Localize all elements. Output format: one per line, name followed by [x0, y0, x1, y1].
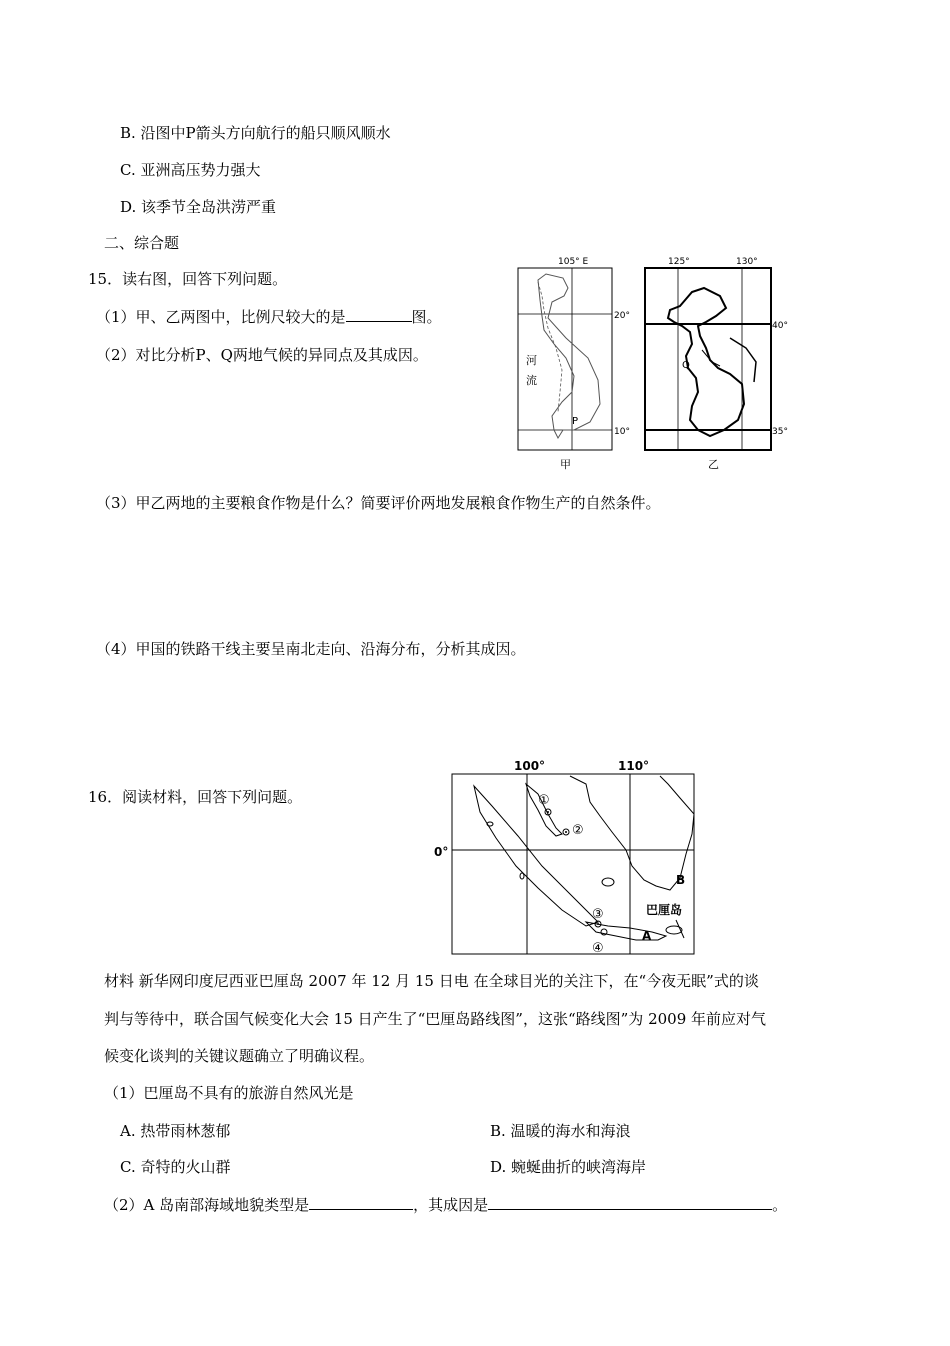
map16-marker-2: ② [572, 823, 584, 838]
option-c: C. 亚洲高压势力强大 [120, 161, 261, 179]
map-jia-lat20: 20° [614, 311, 630, 321]
map-jia-river2: 流 [526, 374, 537, 387]
map-yi [640, 252, 790, 474]
section-title: 二、综合题 [104, 234, 180, 252]
map-yi-caption: 乙 [708, 458, 719, 471]
map-jia-river1: 河 [526, 354, 537, 367]
map-jia-point-p: P [572, 416, 579, 427]
q16-option-b: B. 温暖的海水和海浪 [490, 1122, 631, 1140]
q15-part2: （2）对比分析P、Q两地气候的异同点及其成因。 [96, 346, 428, 364]
q15-stem: 15．读右图，回答下列问题。 [88, 270, 288, 288]
option-d: D. 该季节全岛洪涝严重 [120, 198, 277, 216]
q16-option-d: D. 蜿蜒曲折的峡湾海岸 [490, 1158, 647, 1176]
q16-option-a: A. 热带雨林葱郁 [120, 1122, 231, 1140]
map16-marker-4: ④ [592, 941, 604, 956]
map-yi-lat40: 40° [772, 321, 788, 331]
map-yi-lon130: 130° [736, 257, 758, 267]
q15-part4: （4）甲国的铁路干线主要呈南北走向、沿海分布，分析其成因。 [96, 640, 526, 658]
map16-label-b: B [676, 873, 686, 887]
map-southeast-asia [430, 754, 700, 958]
map-jia [508, 252, 638, 474]
map-yi-lat35: 35° [772, 427, 788, 437]
option-b: B. 沿图中P箭头方向航行的船只顺风顺水 [120, 124, 391, 142]
map-yi-point-q: Q [682, 360, 690, 371]
q16-option-c: C. 奇特的火山群 [120, 1158, 231, 1176]
map16-lat0: 0° [434, 845, 449, 859]
q16-material-line3: 候变化谈判的关键议题确立了明确议程。 [104, 1047, 375, 1065]
map16-label-bali: 巴厘岛 [646, 903, 683, 917]
q16-part1: （1）巴厘岛不具有的旅游自然风光是 [104, 1084, 354, 1102]
q15-part1-suffix: 图。 [411, 308, 442, 326]
map16-label-a: A [642, 929, 652, 943]
answer-blank-landform[interactable] [309, 1195, 413, 1210]
answer-blank-cause[interactable] [488, 1195, 772, 1210]
q16-material-line2: 判与等待中，联合国气候变化大会 15 日产生了“巴厘岛路线图”，这张“路线图”为 2009 年前应对气 [104, 1010, 767, 1028]
q16-stem: 16．阅读材料，回答下列问题。 [88, 788, 303, 806]
q15-part3: （3）甲乙两地的主要粮食作物是什么？简要评价两地发展粮食作物生产的自然条件。 [96, 494, 661, 512]
q15-part1 [96, 306, 442, 327]
map-jia-lat10: 10° [614, 427, 630, 437]
map-yi-lon125: 125° [668, 257, 690, 267]
map16-marker-3: ③ [592, 907, 604, 922]
map16-marker-1: ① [538, 793, 550, 808]
answer-blank[interactable] [346, 307, 412, 322]
map-jia-lon: 105° E [558, 257, 589, 267]
map16-lon100: 100° [514, 759, 546, 773]
map16-lon110: 110° [618, 759, 650, 773]
q16-part2-text: （2）A 岛南部海域地貌类型是 [104, 1196, 310, 1214]
q15-part1-text: （1）甲、乙两图中，比例尺较大的是 [96, 308, 346, 326]
q16-part2-mid: ，其成因是 [413, 1196, 489, 1214]
map-jia-caption: 甲 [560, 458, 571, 471]
q16-material-line1: 材料 新华网印度尼西亚巴厘岛 2007 年 12 月 15 日电 在全球目光的关注下，在“今夜无眠”式的谈 [104, 972, 759, 990]
q16-part2 [104, 1194, 787, 1215]
q16-part2-suffix: 。 [772, 1196, 788, 1214]
